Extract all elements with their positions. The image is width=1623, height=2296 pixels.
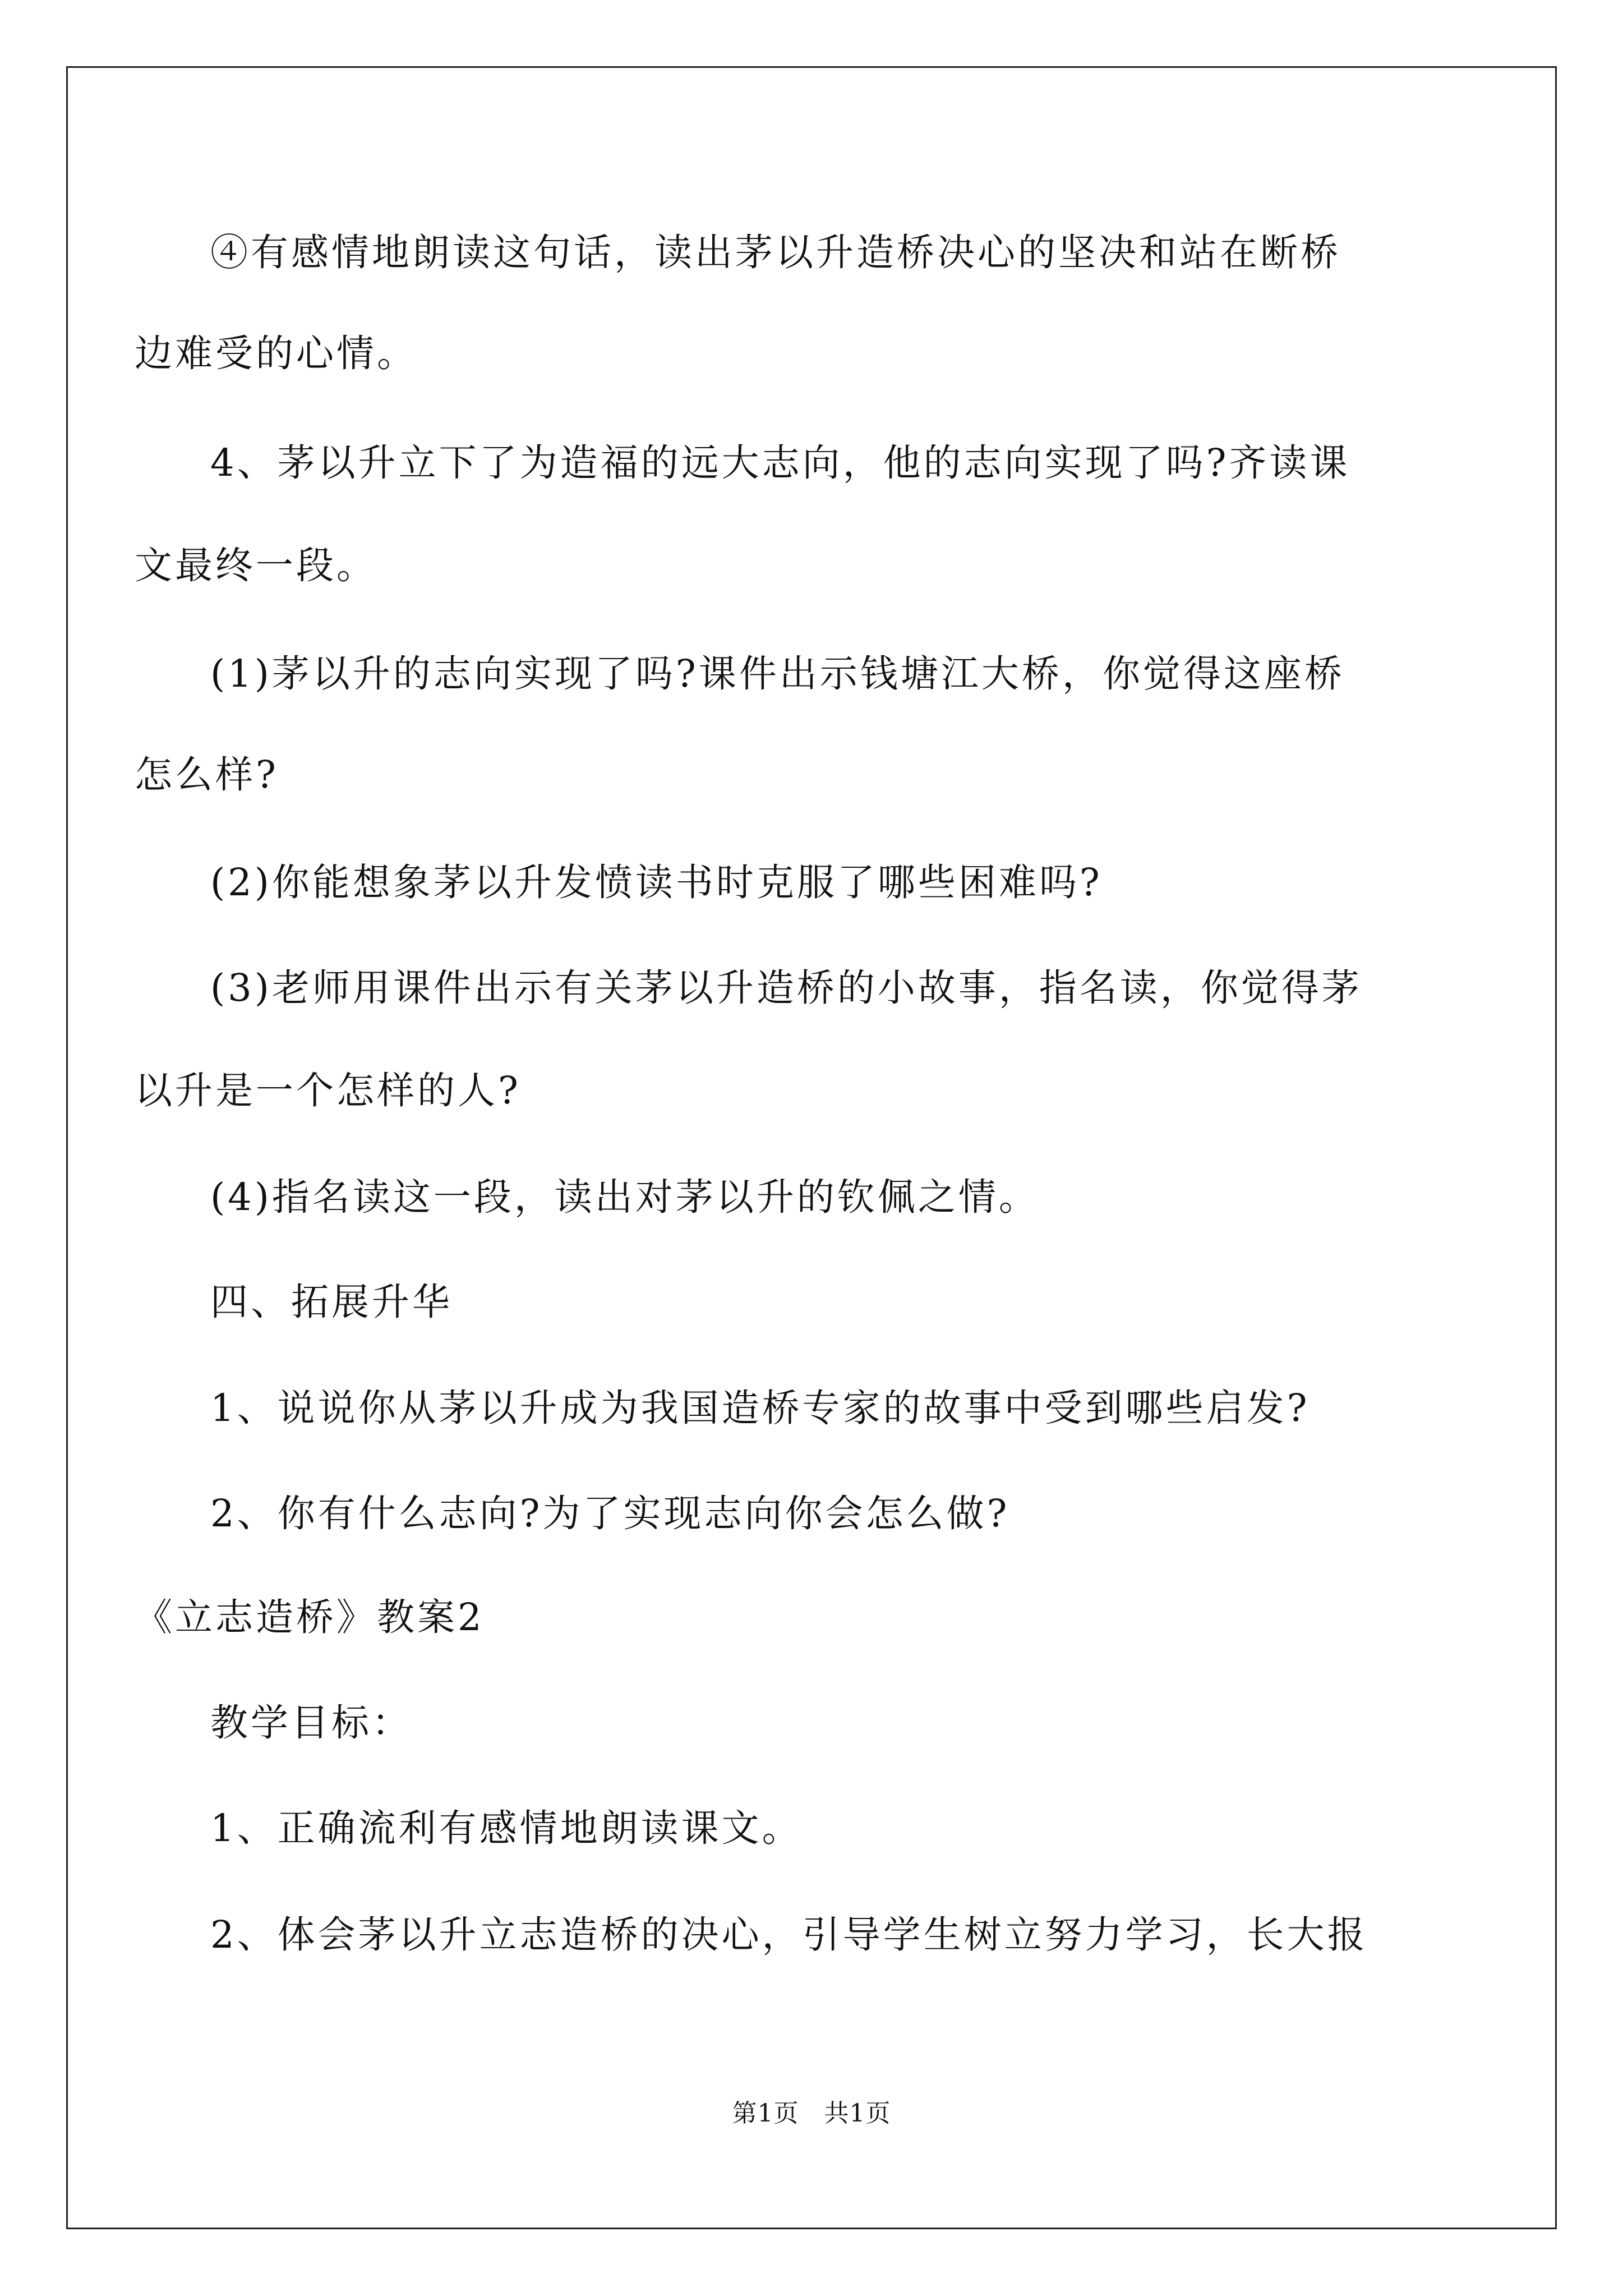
page-border (66, 66, 1557, 2229)
objectives-heading: 教学目标： (210, 1701, 412, 1745)
paragraph-line-7: (2)你能想象茅以升发愤读书时克服了哪些困难吗? (210, 861, 1103, 904)
paragraph-line-10: (4)指名读这一段，读出对茅以升的钦佩之情。 (210, 1175, 1039, 1219)
paragraph-line-2: 边难受的心情。 (135, 332, 417, 375)
paragraph-line-8: (3)老师用课件出示有关茅以升造桥的小故事，指名读，你觉得茅 (210, 966, 1362, 1010)
lesson-title: 《立志造桥》教案2 (135, 1595, 485, 1639)
section-heading: 四、拓展升华 (210, 1280, 453, 1324)
paragraph-line-9: 以升是一个怎样的人? (135, 1069, 521, 1112)
paragraph-line-3: 4、茅以升立下了为造福的远大志向，他的志向实现了吗?齐读课 (210, 441, 1350, 485)
paragraph-line-6: 怎么样? (135, 753, 279, 797)
paragraph-line-4: 文最终一段。 (135, 544, 377, 587)
paragraph-line-1: ④有感情地朗读这句话，读出茅以升造桥决心的坚决和站在断桥 (210, 231, 1341, 274)
page-footer: 第1页 共1页 (732, 2099, 891, 2128)
paragraph-line-5: (1)茅以升的志向实现了吗?课件出示钱塘江大桥，你觉得这座桥 (210, 652, 1345, 696)
paragraph-line-12: 1、说说你从茅以升成为我国造桥专家的故事中受到哪些启发? (210, 1386, 1310, 1430)
paragraph-line-13: 2、你有什么志向?为了实现志向你会怎么做? (210, 1492, 1010, 1535)
paragraph-line-16: 1、正确流利有感情地朗读课文。 (210, 1806, 803, 1850)
paragraph-line-17: 2、体会茅以升立志造桥的决心，引导学生树立努力学习，长大报 (210, 1913, 1368, 1957)
